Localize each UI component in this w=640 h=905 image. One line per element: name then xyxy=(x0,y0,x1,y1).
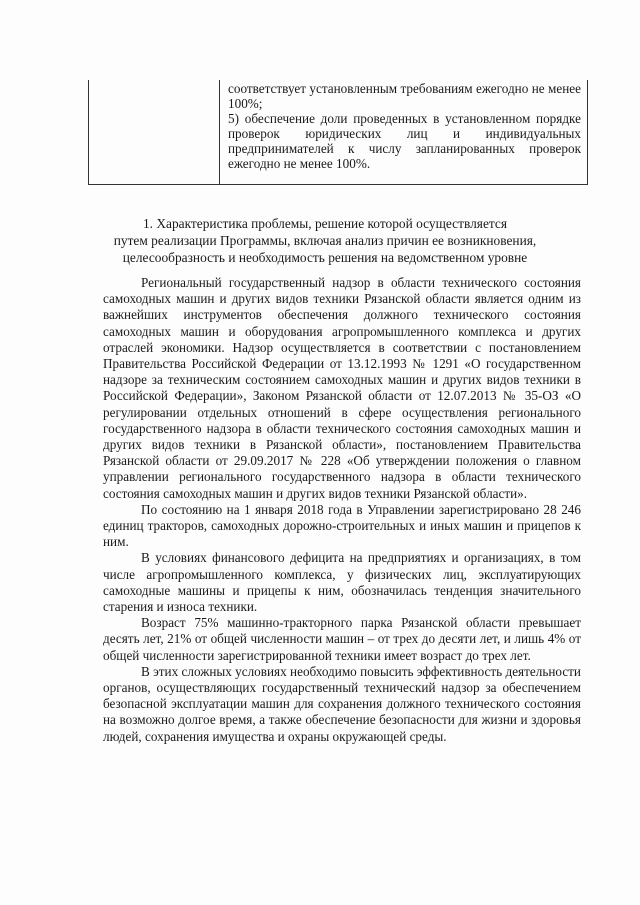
body-text xyxy=(103,275,581,745)
section-title-line: 1. Характеристика проблемы, решение которой осуществляется xyxy=(142,216,508,231)
section-title-line: целесообразность и необходимость решения на ведомственном уровне xyxy=(122,250,528,265)
continuation-table xyxy=(88,80,588,185)
section-title-line: путем реализации Программы, включая анализ причин ее возникновения, xyxy=(113,233,537,248)
table-row xyxy=(89,80,588,185)
table-left-cell xyxy=(89,80,220,185)
paragraph: В условиях финансового дефицита на предприятиях и организациях, в том числе агропромышленного комплекса, у физических лиц, эксплуатирующих самоходные машины и прицепы к ним, обозначилась тенденция значительного старения и износа техники. xyxy=(103,550,581,615)
paragraph: По состоянию на 1 января 2018 года в Управлении зарегистрировано 28 246 единиц тракторов, самоходных дорожно-строительных и иных машин и прицепов к ним. xyxy=(103,501,581,550)
paragraph: Региональный государственный надзор в области технического состояния самоходных машин и других видов техники Рязанской области является одним из важнейших инструментов обеспечения должного технического состояния самоходных машин и оборудования агропромышленного комплекса и других отраслей экономики. Надзор осуществляется в соответствии с постановлением Правительства Российской Федерации от 13.12.1993 № 1291 «О государственном надзоре за техническим состоянием самоходных машин и других видов техники в Российской Федерации», Законом Рязанской области от 12.07.2013 № 35-ОЗ «О регулировании отдельных отношений в сфере осуществления регионального государственного надзора в области технического состояния самоходных машин и других видов техники в Рязанской области», постановлением Правительства Рязанской области от 29.09.2017 № 228 «Об утверждении положения о главном управлении регионального государственного надзора в области технического состояния самоходных машин и других видов техники Рязанской области». xyxy=(103,275,581,501)
table-cell-text: 5) обеспечение доли проведенных в установленном порядке проверок юридических лиц и индивидуальных предпринимателей к числу запланированных проверок ежегодно не менее 100%. xyxy=(228,111,581,171)
paragraph: В этих сложных условиях необходимо повысить эффективность деятельности органов, осуществляющих государственный технический надзор за обеспечением безопасной эксплуатации машин для сохранения должного технического состояния на возможно долгое время, а также обеспечение безопасности для жизни и здоровья людей, сохранения имущества и охраны окружающей среды. xyxy=(103,663,581,744)
paragraph: Возраст 75% машинно-тракторного парка Рязанской области превышает десять лет, 21% от общей численности машин – от трех до десяти лет, и лишь 4% от общей численности зарегистрированной техники имеет возраст до трех лет. xyxy=(103,615,581,663)
section-title xyxy=(100,215,550,266)
table-cell-text: соответствует установленным требованиям ежегодно не менее 100%; xyxy=(228,81,581,111)
table-right-cell xyxy=(220,80,588,185)
